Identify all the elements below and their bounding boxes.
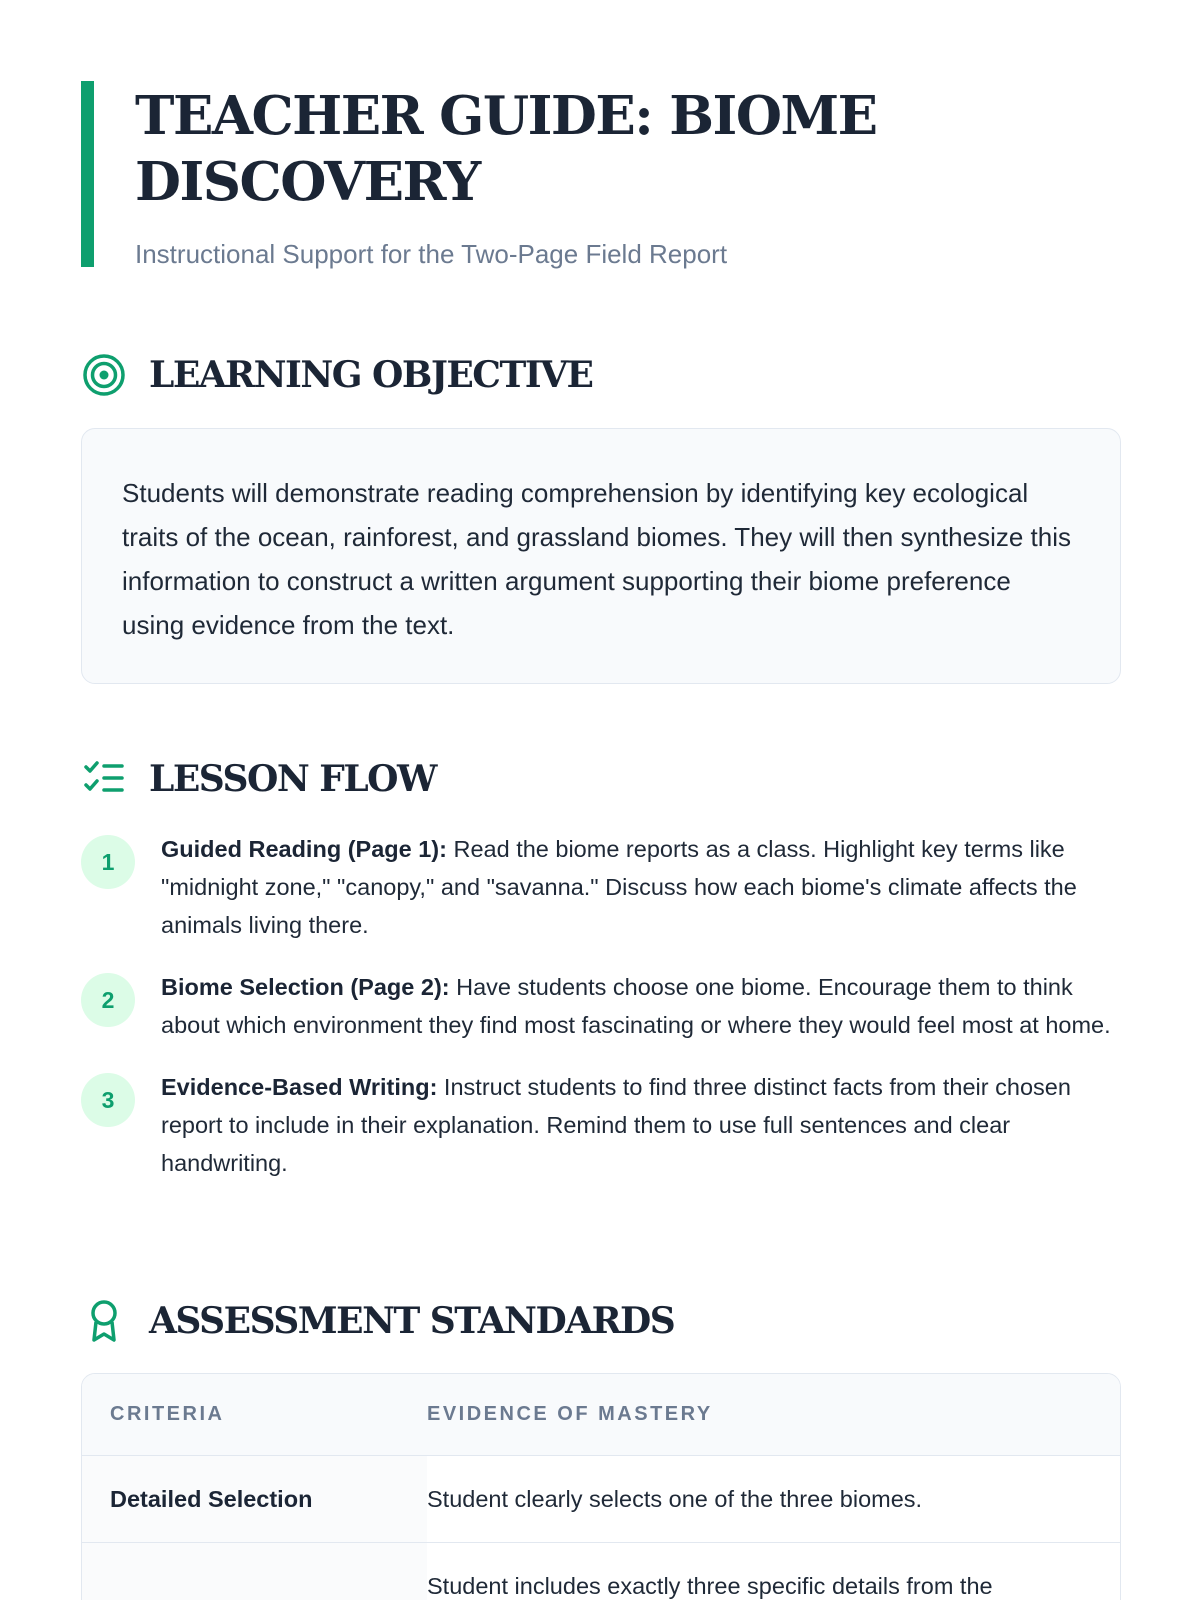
page-title-line-2: DISCOVERY	[135, 151, 480, 213]
step-description: Read the biome reports as a class. Highlight key terms like "midnight zone," "canopy," and "savanna." Discuss how each biome's climate affects the animals living there.	[161, 836, 1077, 938]
criteria-cell	[82, 1543, 427, 1600]
assessment-section-header	[81, 1298, 674, 1344]
step-label: Biome Selection (Page 2):	[161, 974, 450, 1000]
table-row	[82, 1543, 1120, 1600]
evidence-cell: Student includes exactly three specific details from the	[427, 1573, 993, 1599]
step-text	[161, 1068, 1121, 1182]
objective-card	[81, 428, 1121, 684]
page-header	[81, 81, 1121, 267]
step-label: Guided Reading (Page 1):	[161, 836, 447, 862]
assessment-table	[81, 1373, 1121, 1600]
step-number-badge: 2	[81, 973, 135, 1027]
lesson-step	[81, 968, 1121, 1044]
objective-section-header	[81, 352, 592, 398]
step-text	[161, 830, 1121, 944]
objective-text: Students will demonstrate reading comprehension by identifying key ecological traits of the ocean, rainforest, and grassland biomes. They will then synthesize this information to construct a written argument supporting their biome preference using evidence from the text.	[122, 478, 1072, 640]
step-description: Have students choose one biome. Encourage them to think about which environment they find most fascinating or where they would feel most at home.	[161, 974, 1111, 1038]
page-title	[135, 81, 1121, 215]
table-row	[82, 1456, 1120, 1543]
checklist-icon	[81, 756, 127, 802]
column-header-criteria: CRITERIA	[110, 1403, 225, 1425]
lesson-steps-list	[81, 830, 1121, 1206]
step-text	[161, 968, 1121, 1044]
evidence-cell: Student clearly selects one of the three biomes.	[427, 1486, 923, 1512]
award-ribbon-icon	[81, 1298, 127, 1344]
step-number-badge: 3	[81, 1073, 135, 1127]
step-description: Instruct students to find three distinct facts from their chosen report to include in their explanation. Remind them to use full sentences and clear handwriting.	[161, 1074, 1071, 1176]
step-label: Evidence-Based Writing:	[161, 1074, 438, 1100]
target-icon	[81, 352, 127, 398]
assessment-heading: ASSESSMENT STANDARDS	[149, 1300, 675, 1342]
step-number-badge: 1	[81, 835, 135, 889]
lesson-step	[81, 1068, 1121, 1182]
page-title-line-1: TEACHER GUIDE: BIOME	[135, 85, 877, 147]
lesson-flow-section-header	[81, 756, 436, 802]
objective-heading: LEARNING OBJECTIVE	[149, 354, 593, 396]
page-subtitle: Instructional Support for the Two-Page Field Report	[135, 239, 728, 269]
table-header-row	[82, 1374, 1120, 1456]
lesson-step	[81, 830, 1121, 944]
criteria-cell: Detailed Selection	[82, 1456, 427, 1542]
column-header-evidence: EVIDENCE OF MASTERY	[427, 1403, 713, 1425]
lesson-flow-heading: LESSON FLOW	[149, 758, 436, 800]
